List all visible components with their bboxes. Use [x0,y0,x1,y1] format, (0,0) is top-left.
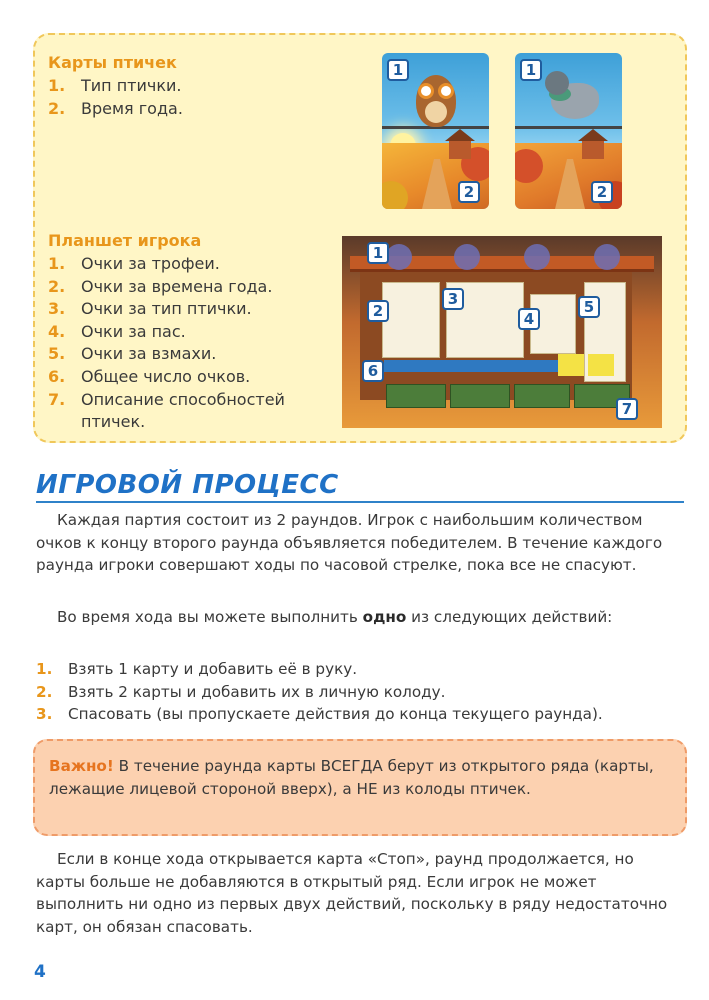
list-item: 6. Общее число очков. [48,366,251,386]
list-item: 2. Взять 2 карты и добавить их в личную колоду. [36,682,446,701]
list-item: 2. Время года. [48,98,183,118]
intro-paragraph: Каждая партия состоит из 2 раундов. Игрок с наибольшим количеством очков к концу второго раунда объявляется победителем. В течение каждого раунда игроки совершают ходы по часовой стрелке, пока все не спасуют. [36,511,663,574]
board-badge-6: 6 [362,360,384,382]
card-badge-2: 2 [591,181,613,203]
bird-cards-list [48,75,328,120]
important-label: Важно! [49,757,114,775]
card-badge-1: 1 [387,59,409,81]
player-board-list [48,253,338,434]
list-item: 4. Очки за пас. [48,321,186,341]
board-badge-2: 2 [367,300,389,322]
house-icon [449,139,471,159]
list-item: 1. Тип птички. [48,76,182,95]
list-item: 2. Очки за времена года. [48,276,273,296]
stop-paragraph: Если в конце хода открывается карта «Стоп», раунд продолжается, но карты больше не добавляются в открытый ряд. Если игрок не может выполнить ни одно из первых двух действий, поскольку в ряду недостаточно карт, он обязан спасовать. [36,850,668,936]
actions-list [36,658,696,726]
owl-icon [416,75,456,127]
player-board-title: Планшет игрока [48,231,202,250]
page-number: 4 [34,962,46,982]
board-badge-7: 7 [616,398,638,420]
divider [36,501,684,503]
house-icon [582,139,604,159]
section-heading: ИГРОВОЙ ПРОЦЕСС [36,470,339,500]
pigeon-card-image [515,53,622,209]
list-item: 3. Очки за тип птички. [48,299,252,319]
board-badge-3: 3 [442,288,464,310]
list-item: 3. Спасовать (вы пропускаете действия до конца текущего раунда). [36,705,603,724]
bold-word: одно [362,608,407,626]
list-item: 7. Описание способностей птичек. [48,389,285,432]
important-box [33,739,687,836]
list-item: 5. Очки за взмахи. [48,344,217,364]
important-text: Важно! В течение раунда карты ВСЕГДА берут из открытого ряда (карты, лежащие лицевой стороной вверх), а НЕ из колоды птичек. [49,757,654,798]
owl-card-image [382,53,489,209]
list-item: 1. Взять 1 карту и добавить её в руку. [36,660,358,678]
board-badge-4: 4 [518,308,540,330]
turn-paragraph: Во время хода вы можете выполнить одно из следующих действий: [57,608,613,626]
board-badge-1: 1 [367,242,389,264]
player-board-image [342,236,662,428]
bird-cards-title: Карты птичек [48,53,177,72]
card-badge-2: 2 [458,181,480,203]
board-badge-5: 5 [578,296,600,318]
list-item: 1. Очки за трофеи. [48,254,220,273]
card-badge-1: 1 [520,59,542,81]
